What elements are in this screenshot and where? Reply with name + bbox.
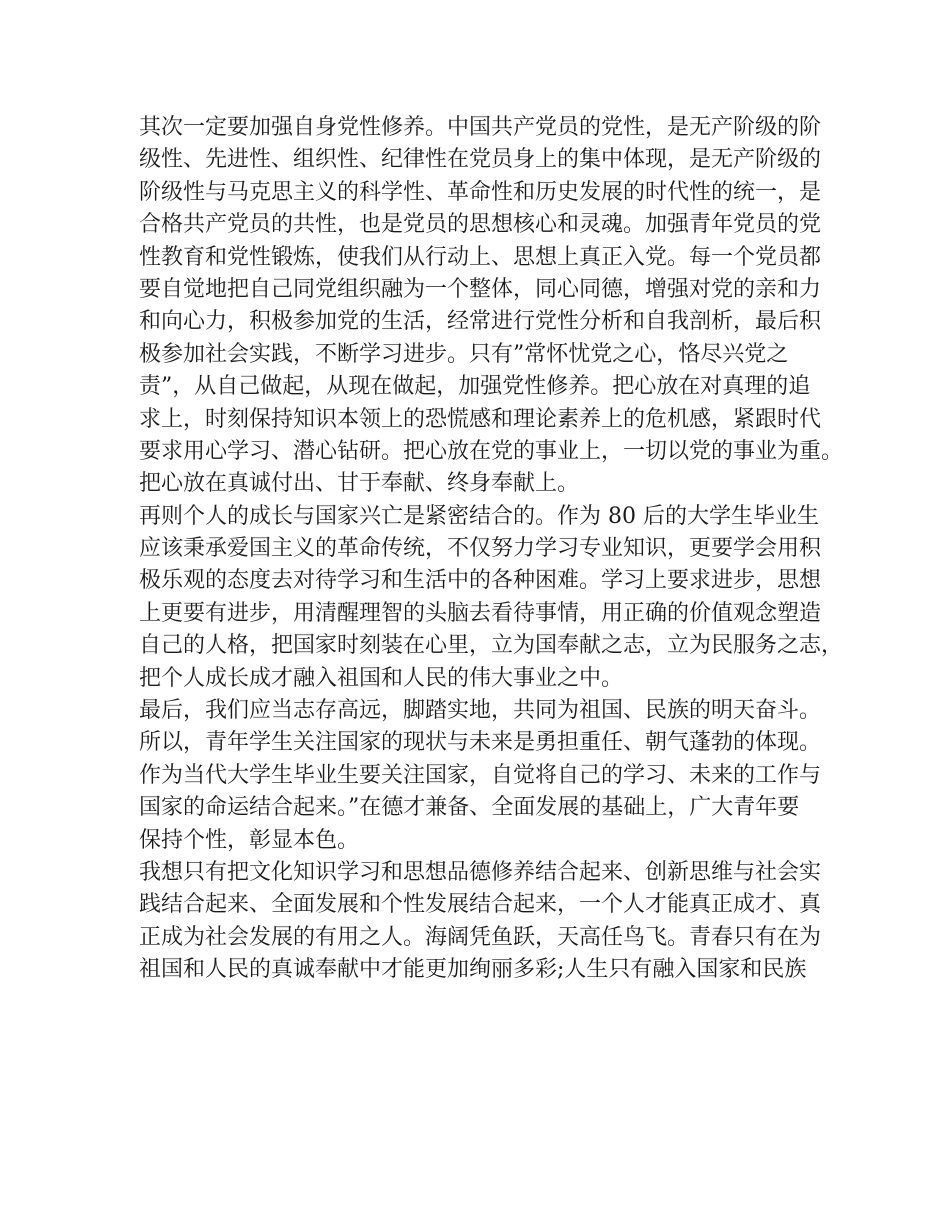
text-line: 级性、先进性、组织性、纪律性在党员身上的集中体现，是无产阶级的: [139, 147, 822, 173]
text-line: 性教育和党性锻炼，使我们从行动上、思想上真正入党。每一个党员都: [139, 244, 822, 270]
text-line: 求上，时刻保持知识本领上的恐慌感和理论素养上的危机感，紧跟时代: [139, 406, 822, 432]
text-line: 责”，从自己做起，从现在做起，加强党性修养。把心放在对真理的追: [139, 374, 811, 400]
paragraph-finally: [139, 695, 829, 857]
text-line: 其次一定要加强自身党性修养。中国共产党员的党性，是无产阶级的阶: [139, 115, 822, 140]
text-line: 和向心力，积极参加党的生活，经常进行党性分析和自我剖析，最后积: [139, 309, 822, 335]
text-line: 要求用心学习、潜心钻研。把心放在党的事业上，一切以党的事业为重。: [139, 438, 844, 464]
text-line: 作为当代大学生毕业生要关注国家，自觉将自己的学习、未来的工作与: [139, 762, 822, 788]
document-body: [139, 112, 844, 987]
paragraph-personal-growth: [139, 501, 844, 695]
text-line: 上更要有进步，用清醒理智的头脑去看待事情，用正确的价值观念塑造: [139, 600, 822, 626]
text-line: 把个人成长成才融入祖国和人民的伟大事业之中。: [139, 665, 624, 691]
text-line: 保持个性，彰显本色。: [139, 827, 360, 853]
text-line: 阶级性与马克思主义的科学性、革命性和历史发展的时代性的统一，是: [139, 179, 822, 205]
text-line: 祖国和人民的真诚奉献中才能更加绚丽多彩;人生只有融入国家和民族: [139, 957, 807, 983]
text-line: 正成为社会发展的有用之人。海阔凭鱼跃，天高任鸟飞。青春只有在为: [139, 924, 822, 950]
paragraph-party-spirit: [139, 112, 844, 501]
text-line: 极乐观的态度去对待学习和生活中的各种困难。学习上要求进步，思想: [139, 568, 822, 594]
text-line: 要自觉地把自己同党组织融为一个整体，同心同德，增强对党的亲和力: [139, 276, 822, 302]
text-line: 极参加社会实践，不断学习进步。只有”常怀忧党之心，恪尽兴党之: [139, 341, 789, 367]
paragraph-conclusion: [139, 857, 829, 987]
text-line: 自己的人格，把国家时刻装在心里，立为国奉献之志，立为民服务之志，: [139, 633, 844, 659]
text-line: 应该秉承爱国主义的革命传统，不仅努力学习专业知识，更要学会用积: [139, 536, 822, 562]
text-line: 最后，我们应当志存高远，脚踏实地，共同为祖国、民族的明天奋斗。: [139, 698, 822, 724]
text-line: 合格共产党员的共性，也是党员的思想核心和灵魂。加强青年党员的党: [139, 212, 822, 238]
text-line: 再则个人的成长与国家兴亡是紧密结合的。作为 80 后的大学生毕业生: [139, 503, 819, 529]
text-line: 国家的命运结合起来。”在德才兼备、全面发展的基础上，广大青年要: [139, 795, 800, 821]
text-line: 我想只有把文化知识学习和思想品德修养结合起来、创新思维与社会实: [139, 859, 822, 885]
text-line: 践结合起来、全面发展和个性发展结合起来，一个人才能真正成才、真: [139, 892, 822, 918]
text-line: 所以，青年学生关注国家的现状与未来是勇担重任、朝气蓬勃的体现。: [139, 730, 822, 756]
text-line: 把心放在真诚付出、甘于奉献、终身奉献上。: [139, 471, 580, 497]
